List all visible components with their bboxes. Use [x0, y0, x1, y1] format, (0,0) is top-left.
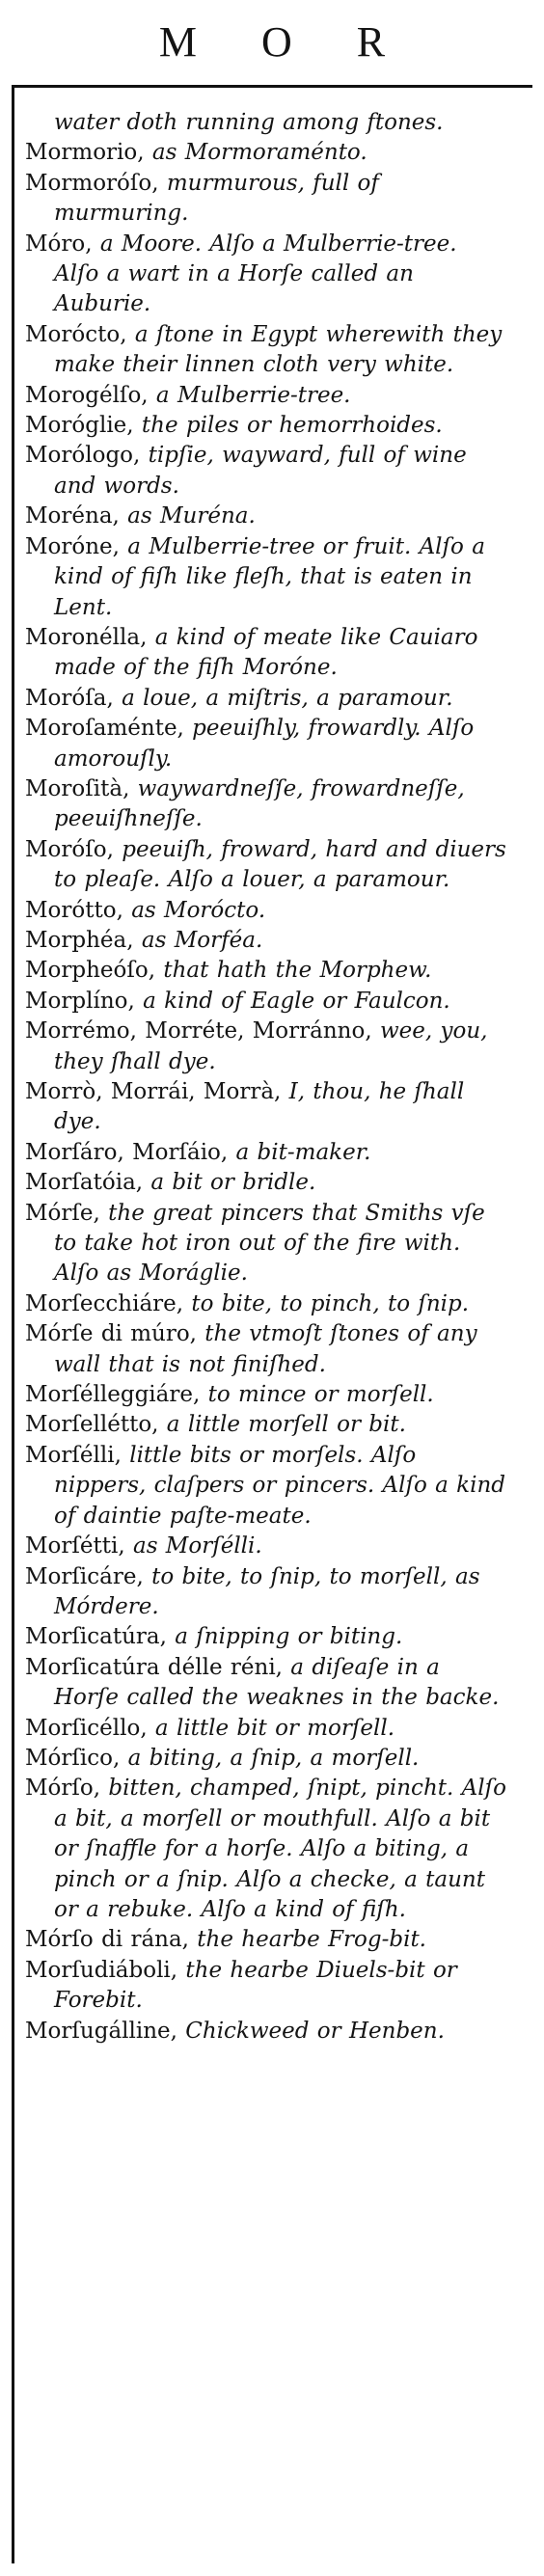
- entry-definition: bitten, champed, ſnipt, pincht. Alſo a bit, a morſell or mouthfull. Alſo a bit or ſnaffle for a horſe. Alſo a biting, a pinch or a ſnip. Alſo a checke, a taunt or a rebuke. Alſo a kind of fiſh.: [54, 1776, 506, 1922]
- entry-definition: peeuiſh, froward, hard and diuers to pleaſe. Alſo a louer, a paramour.: [54, 836, 506, 893]
- entry-definition: a ſtone in Egypt wherewith they make their linnen cloth very white.: [54, 321, 503, 378]
- entry-definition: wee, you, they ſhall dye.: [54, 1018, 488, 1074]
- entry-continuation: [25, 108, 507, 138]
- entry-definition: that hath the Morphew.: [155, 958, 432, 984]
- left-rule: [12, 85, 14, 2563]
- entry-headword: Morrò, Morrái, Morrà,: [25, 1079, 282, 1104]
- page-header: M O R: [158, 18, 413, 66]
- entry-headword: Morótto,: [25, 897, 123, 923]
- entry-definition: little bits or morſels. Alſo nippers, claſpers or pincers. Alſo a kind of daintie paſte-meate.: [54, 1442, 505, 1529]
- entry-definition: a ſnipping or biting.: [166, 1624, 403, 1650]
- dictionary-entry: [25, 320, 507, 381]
- entry-headword: Morſecchiáre,: [25, 1290, 184, 1316]
- entry-headword: Morſélli,: [25, 1442, 122, 1468]
- dictionary-entry: [25, 835, 507, 896]
- dictionary-entry: [25, 774, 507, 835]
- entry-definition: a little bit or morſell.: [147, 1715, 395, 1741]
- dictionary-entry: [25, 1199, 507, 1289]
- entry-definition: a loue, a miſtris, a paramour.: [113, 685, 453, 711]
- entry-headword: Morſélleggiáre,: [25, 1382, 201, 1408]
- entry-headword: Mórſo,: [25, 1776, 101, 1802]
- entry-definition: as Morſélli.: [124, 1533, 262, 1559]
- entry-definition: as Morócto.: [122, 897, 266, 923]
- entry-definition: the hearbe Diuels-bit or Forebit.: [54, 1957, 457, 2014]
- entry-definition: a little morſell or bit.: [158, 1412, 406, 1438]
- entry-headword: Morſáro, Morſáio,: [25, 1139, 229, 1165]
- entry-headword: Mórſe di múro,: [25, 1321, 197, 1347]
- dictionary-entry: [25, 896, 507, 926]
- entry-headword: Mormorio,: [25, 140, 145, 166]
- entry-headword: Mórſe,: [25, 1200, 100, 1226]
- dictionary-entry: [25, 1077, 507, 1138]
- dictionary-entry: [25, 714, 507, 774]
- dictionary-entry: [25, 1653, 507, 1714]
- entry-headword: Morplíno,: [25, 988, 135, 1014]
- entry-definition: a Mulberrie-tree.: [148, 382, 351, 408]
- entry-column: [25, 108, 507, 2047]
- entry-headword: Moréna,: [25, 503, 120, 529]
- entry-definition: a bit-maker.: [228, 1139, 371, 1165]
- dictionary-entry: [25, 1744, 507, 1774]
- entry-definition: the vtmoſt ſtones of any wall that is not finiſhed.: [54, 1321, 477, 1377]
- dictionary-entry: [25, 502, 507, 531]
- entry-definition: to bite, to ſnip, to morſell, as Mórdere.: [54, 1563, 480, 1619]
- entry-definition: a bit or bridle.: [143, 1170, 316, 1196]
- entry-definition: a biting, a ſnip, a morſell.: [120, 1745, 420, 1771]
- entry-headword: Morſellétto,: [25, 1412, 159, 1438]
- dictionary-entry: [25, 1622, 507, 1652]
- entry-headword: Mormoróſo,: [25, 170, 159, 196]
- dictionary-entry: [25, 1168, 507, 1198]
- entry-headword: Moróne,: [25, 533, 120, 559]
- dictionary-entry: [25, 169, 507, 230]
- entry-definition: to mince or morſell.: [200, 1382, 434, 1408]
- dictionary-entry: [25, 1138, 507, 1168]
- dictionary-entry: [25, 956, 507, 986]
- entry-headword: Morſatóia,: [25, 1170, 144, 1196]
- dictionary-entry: [25, 1562, 507, 1623]
- entry-definition: the hearbe Frog-bit.: [189, 1927, 426, 1953]
- entry-headword: Morphéa,: [25, 927, 134, 953]
- dictionary-entry: [25, 138, 507, 168]
- dictionary-entry: [25, 230, 507, 320]
- dictionary-entry: [25, 1380, 507, 1410]
- entry-headword: Moróglie,: [25, 413, 134, 439]
- entry-headword: Móro,: [25, 230, 93, 257]
- entry-headword: Moronélla,: [25, 624, 148, 650]
- entry-headword: Morócto,: [25, 321, 127, 347]
- entry-definition: waywardneſſe, frowardneſſe, peeuiſhneſſe.: [54, 775, 465, 832]
- entry-headword: Moroſaménte,: [25, 716, 184, 742]
- dictionary-entry: [25, 1532, 507, 1561]
- entry-definition: the great pincers that Smiths vſe to take hot iron out of the fire with. Alſo as Moráglie.: [54, 1200, 485, 1287]
- entry-headword: Moróſa,: [25, 685, 114, 711]
- entry-definition: to bite, to pinch, to ſnip.: [183, 1290, 470, 1316]
- dictionary-entry: [25, 1956, 507, 2017]
- entry-headword: Morſicatúra,: [25, 1624, 167, 1650]
- dictionary-entry: [25, 411, 507, 441]
- top-rule: [12, 85, 532, 88]
- entry-headword: Morſicatúra délle réni,: [25, 1654, 283, 1680]
- dictionary-entry: [25, 2017, 507, 2047]
- entry-headword: Morſudiáboli,: [25, 1957, 178, 1983]
- entry-headword: Morſicéllo,: [25, 1715, 148, 1741]
- entry-definition: a kind of Eagle or Faulcon.: [134, 988, 450, 1014]
- entry-headword: Mórſico,: [25, 1745, 121, 1771]
- entry-definition: tipſie, wayward, full of wine and words.: [54, 443, 467, 499]
- dictionary-entry: [25, 1441, 507, 1532]
- dictionary-entry: [25, 1774, 507, 1925]
- entry-definition: a Mulberrie-tree or fruit. Alſo a kind of fiſh like fleſh, that is eaten in Lent.: [54, 533, 485, 620]
- entry-definition: Chickweed or Henben.: [177, 2018, 445, 2044]
- entry-headword: Morſicáre,: [25, 1563, 144, 1589]
- dictionary-entry: [25, 1017, 507, 1077]
- entry-definition: peeuiſhly, frowardly. Alſo amorouſly.: [54, 716, 475, 772]
- entry-headword: Morólogo,: [25, 443, 141, 469]
- dictionary-entry: [25, 926, 507, 956]
- dictionary-entry: [25, 987, 507, 1017]
- entry-definition: water doth running among ftones.: [54, 110, 444, 135]
- dictionary-entry: [25, 441, 507, 502]
- entry-headword: Morpheóſo,: [25, 958, 156, 984]
- entry-definition: a Moore. Alſo a Mulberrie-tree. Alſo a wart in a Horſe called an Auburie.: [54, 230, 457, 317]
- dictionary-entry: [25, 1410, 507, 1440]
- entry-definition: as Mormoraménto.: [144, 140, 367, 166]
- dictionary-entry: [25, 1289, 507, 1319]
- entry-headword: Moroſità,: [25, 775, 130, 801]
- entry-headword: Moróſo,: [25, 836, 114, 862]
- entry-headword: Morogélſo,: [25, 382, 149, 408]
- entry-definition: murmurous, full of murmuring.: [54, 170, 379, 227]
- dictionary-entry: [25, 1319, 507, 1380]
- entry-headword: Mórſo di rána,: [25, 1927, 189, 1953]
- entry-definition: the piles or hemorrhoides.: [133, 413, 443, 439]
- dictionary-entry: [25, 381, 507, 411]
- dictionary-entry: [25, 684, 507, 714]
- dictionary-entry: [25, 1925, 507, 1955]
- entry-definition: a kind of meate like Cauiaro made of the fiſh Moróne.: [54, 624, 478, 681]
- entry-headword: Morſétti,: [25, 1533, 125, 1559]
- entry-headword: Morrémo, Morréte, Morránno,: [25, 1018, 372, 1044]
- entry-definition: as Morféa.: [133, 927, 263, 953]
- dictionary-entry: [25, 532, 507, 623]
- dictionary-entry: [25, 1714, 507, 1744]
- entry-definition: a diſeaſe in a Horſe called the weaknes in the backe.: [54, 1654, 500, 1711]
- entry-definition: as Muréna.: [119, 503, 256, 529]
- entry-headword: Morſugálline,: [25, 2018, 177, 2044]
- entry-definition: I, thou, he ſhall dye.: [54, 1079, 465, 1135]
- dictionary-entry: [25, 623, 507, 684]
